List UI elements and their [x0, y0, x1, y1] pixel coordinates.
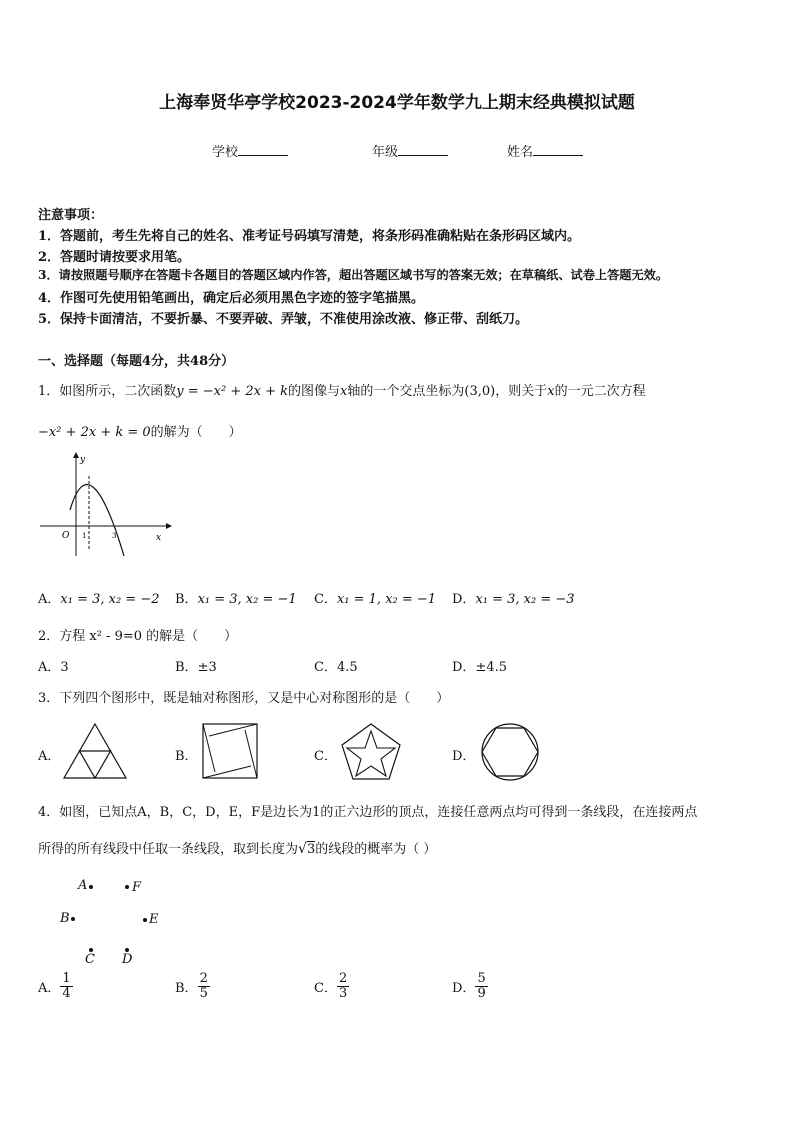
point-a-label: A: [78, 878, 88, 893]
point-d-label: D: [122, 952, 133, 967]
q4-option-b[interactable]: B． $\frac{2}{5}$: [175, 971, 208, 1001]
q3-option-d-hexagon-circle-figure[interactable]: [480, 722, 540, 782]
q4-option-c[interactable]: C． $\frac{2}{3}$: [314, 971, 348, 1001]
notice-item-3: 3．请按照题号顺序在答题卡各题目的答题区域内作答，超出答题区域书写的答案无效；在草稿纸、试卷上答题无效。: [38, 268, 669, 282]
q1-option-b[interactable]: B．x₁ = 3, x₂ = −1: [175, 592, 297, 607]
fraction: $\frac{2}{3}$: [338, 971, 348, 1001]
notice-item-2: 2．答题时请按要求用笔。: [38, 250, 191, 265]
q1-option-c[interactable]: C．x₁ = 1, x₂ = −1: [314, 592, 437, 607]
tick-1-label: 1: [82, 532, 87, 540]
y-axis-arrow: [73, 452, 79, 458]
point-f-label: F: [132, 880, 142, 895]
name-field: 姓名: [507, 141, 583, 160]
y-label: y: [80, 455, 86, 465]
notice-heading: 注意事项：: [38, 208, 104, 223]
name-blank: [533, 144, 583, 156]
q3-option-d-label[interactable]: D．: [452, 749, 476, 764]
q2-option-c[interactable]: C．4.5: [314, 660, 358, 675]
notice-item-4: 4．作图可先使用铅笔画出，确定后必须用黑色字迹的签字笔描黑。: [38, 291, 425, 306]
q2-option-a[interactable]: A．3: [38, 660, 69, 675]
q3-option-c-pentagon-star-figure[interactable]: [340, 722, 402, 782]
point-a-dot: [89, 885, 93, 889]
point-f-dot: [125, 885, 129, 889]
q3-option-b-label[interactable]: B．: [175, 749, 198, 764]
fraction: $\frac{2}{5}$: [199, 971, 208, 1001]
q1-equation: −x² + 2x + k = 0: [38, 425, 151, 440]
section-heading: 一、选择题（每题4分，共48分）: [38, 354, 235, 369]
q2-option-b[interactable]: B．±3: [175, 660, 217, 675]
q1-stem-line2: −x² + 2x + k = 0的解为（ ）: [38, 425, 242, 440]
point-b-label: B: [60, 911, 70, 926]
point-e-label: E: [149, 912, 159, 927]
point-b-dot: [71, 917, 75, 921]
q1-option-d[interactable]: D．x₁ = 3, x₂ = −3: [452, 592, 575, 607]
q1-parabola-graph: [36, 450, 176, 560]
fraction: $\frac{1}{4}$: [62, 971, 71, 1001]
school-field: 学校: [212, 141, 288, 160]
tick-3-label: 3: [112, 532, 117, 540]
origin-label: O: [62, 531, 70, 541]
page-title: 上海奉贤华亭学校2023-2024学年数学九上期末经典模拟试题: [159, 93, 635, 113]
x-axis-arrow: [166, 523, 172, 529]
fraction: $\frac{5}{9}$: [477, 971, 486, 1001]
grade-field: 年级: [372, 141, 448, 160]
q4-stem-line1: 4．如图，已知点A，B，C，D，E，F是边长为1的正六边形的顶点，连接任意两点均可得到一条线段，在连接两点: [38, 805, 698, 820]
parabola-curve: [70, 485, 124, 556]
q3-option-c-label[interactable]: C．: [314, 749, 337, 764]
notice-item-1: 1．答题前，考生先将自己的姓名、准考证号码填写清楚，将条形码准确粘贴在条形码区域内。: [38, 229, 581, 244]
q1-point: (3,0): [464, 384, 496, 399]
q4-stem-line2: 所得的所有线段中任取一条线段，取到长度为√3的线段的概率为（ ）: [38, 841, 437, 857]
q3-stem: 3．下列四个图形中，既是轴对称图形，又是中心对称图形的是（ ）: [38, 691, 450, 706]
q4-option-d[interactable]: D． $\frac{5}{9}$: [452, 971, 486, 1001]
q3-option-b-square-figure[interactable]: [201, 722, 259, 780]
point-e-dot: [143, 918, 147, 922]
x-label: x: [156, 533, 162, 543]
q1-function: y = −x² + 2x + k: [176, 384, 289, 399]
point-c-label: C: [85, 952, 95, 967]
grade-blank: [398, 144, 448, 156]
notice-item-5: 5．保持卡面清洁，不要折暴、不要弄破、弄皱，不准使用涂改液、修正带、刮纸刀。: [38, 312, 529, 327]
school-blank: [238, 144, 288, 156]
q3-option-a-label[interactable]: A．: [38, 749, 61, 764]
q4-option-a[interactable]: A． $\frac{1}{4}$: [38, 971, 71, 1001]
q2-stem: 2．方程 x² - 9=0 的解是（ ）: [38, 629, 238, 644]
q1-stem-line1: 1．如图所示，二次函数y = −x² + 2x + k的图像与x轴的一个交点坐标为(3,0)，则关于x的一元二次方程: [38, 384, 646, 399]
q3-option-a-triangle-figure[interactable]: [62, 722, 128, 780]
q1-option-a[interactable]: A．x₁ = 3, x₂ = −2: [38, 592, 160, 607]
sqrt-expression: √3: [298, 841, 316, 857]
q2-option-d[interactable]: D．±4.5: [452, 660, 508, 675]
